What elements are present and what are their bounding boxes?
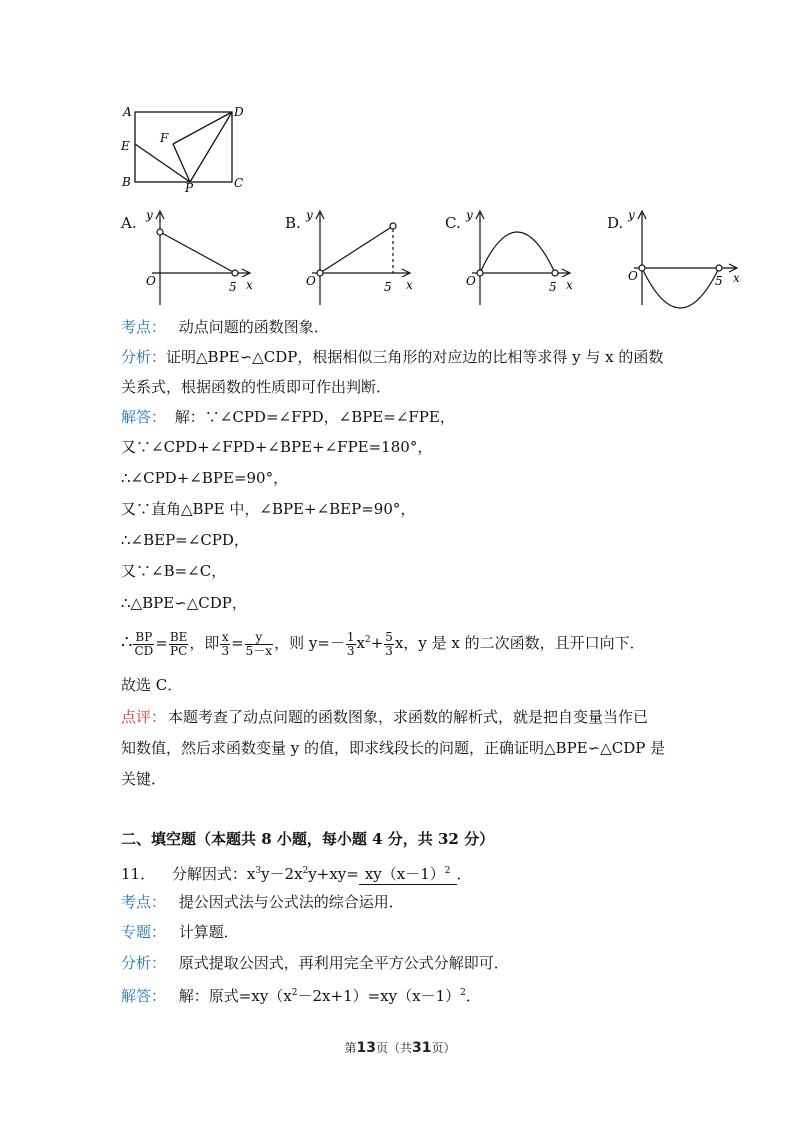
kaodian-row: [121, 317, 329, 337]
q11-jieda-label: 解答：: [121, 987, 167, 1005]
q11-prompt-c: y+xy=: [308, 865, 359, 883]
q11-sup1: 3: [255, 866, 262, 876]
q11-period: ．: [456, 865, 472, 883]
q11-zhuanti-row: [121, 922, 239, 942]
page-total: 31: [412, 1040, 432, 1056]
q11-fenxi-row: [121, 953, 509, 973]
point-A: A: [123, 105, 132, 119]
q11-jieda-c: ．: [465, 987, 481, 1005]
jieda-label: 解答：: [121, 408, 167, 426]
solution-step: 又∵∠B=∠C，: [121, 562, 227, 580]
jieda-row: [121, 407, 455, 427]
option-b-origin: O: [306, 274, 316, 288]
option-a-y: y: [146, 208, 153, 222]
q11-kaodian-row: [121, 892, 404, 912]
dianping-label: 点评：: [121, 708, 167, 726]
point-P: P: [185, 181, 194, 194]
fraction-1-3: $\frac{1}{3}$: [346, 629, 355, 658]
option-c-origin: O: [466, 274, 476, 288]
q11-prompt-a: 分解因式：x: [171, 865, 256, 883]
solution-step: ∴△BPE∽△CDP，: [121, 594, 247, 612]
formula-row: [121, 623, 645, 660]
q11-zhuanti-text: 计算题．: [178, 923, 239, 941]
fraction-x-3: $\frac{x}{3}$: [221, 629, 230, 658]
dianping-line1: 本题考查了动点问题的函数图象，求函数的解析式，就是把自变量当作已: [168, 708, 649, 726]
point-D: D: [234, 105, 244, 119]
q11-jieda-sup2: 2: [460, 988, 466, 998]
point-F: F: [160, 131, 169, 145]
section-heading: 二、填空题（本题共 8 小题，每小题 4 分，共 32 分）: [121, 830, 495, 848]
q11-fenxi-text: 原式提取公因式，再利用完全平方公式分解即可．: [178, 954, 509, 972]
option-b-y: y: [306, 208, 313, 222]
solution-step: 又∵∠CPD+∠FPD+∠BPE+∠FPE=180°，: [121, 438, 433, 456]
equals-sign: =: [231, 634, 244, 652]
solution-step: 又∵直角△BPE 中，∠BPE+∠BEP=90°，: [121, 500, 416, 518]
option-c-y: y: [466, 208, 473, 222]
option-d-y: y: [628, 208, 635, 222]
option-d-letter: D.: [607, 214, 624, 232]
q11-number: 11．: [121, 865, 156, 883]
dianping-line2: 知数值，然后求函数变量 y 的值，即求线段长的问题，正确证明△BPE∽△CDP 是: [121, 739, 666, 757]
option-c-graph: [462, 205, 582, 310]
fenxi-row: [121, 347, 663, 367]
option-d-x: x: [733, 271, 740, 285]
q11-jieda-row: [121, 983, 481, 1006]
kaodian-text: 动点问题的函数图象．: [178, 318, 329, 336]
q11-zhuanti-label: 专题：: [121, 923, 167, 941]
point-B: B: [122, 175, 131, 189]
fenxi-line2: 关系式，根据函数的性质即可作出判断．: [121, 378, 392, 396]
kaodian-label: 考点：: [121, 318, 167, 336]
q11-fenxi-label: 分析：: [121, 954, 167, 972]
option-d-origin: O: [628, 269, 638, 283]
option-c-x: x: [566, 278, 573, 292]
q11-jieda-a: 解：原式=xy（x: [178, 987, 292, 1005]
page-number: 13: [356, 1040, 376, 1056]
q11-prompt-b: y－2x: [261, 865, 303, 883]
fraction-bp-cd: $\frac{BP}{CD}$: [134, 629, 154, 658]
option-b-tick: 5: [384, 280, 392, 294]
fraction-be-pc: $\frac{BE}{PC}$: [169, 629, 188, 658]
formula-ze: ，则 y=－: [274, 634, 345, 652]
formula-x: x: [356, 634, 365, 652]
fenxi-label: 分析：: [121, 348, 167, 366]
option-b-x: x: [406, 278, 413, 292]
q11-jieda-b: －2x+1）=xy（x－1）: [297, 987, 461, 1005]
answer-blank: $xy(x-1)^2$: [359, 861, 457, 885]
therefore-sign: ∴: [121, 632, 133, 653]
q11-prompt: [121, 861, 472, 885]
rectangle-figure: [115, 104, 255, 194]
option-a-graph: [142, 205, 262, 310]
fraction-y-5x: $\frac{y}{5-x}$: [245, 629, 273, 658]
option-a-origin: O: [146, 274, 156, 288]
point-C: C: [234, 176, 244, 190]
option-b-graph: [302, 205, 422, 310]
option-d-tick: 5: [715, 274, 723, 288]
fenxi-line1: 证明△BPE∽△CDP，根据相似三角形的对应边的比相等求得 y 与 x 的函数: [166, 348, 664, 366]
solution-step: ∴∠BEP=∠CPD，: [121, 531, 249, 549]
q11-jieda-sup1: 2: [291, 988, 298, 998]
q11-kaodian-text: 提公因式法与公式法的综合运用．: [178, 893, 404, 911]
page-footer: 第13页（共31页）: [344, 1040, 456, 1056]
answer-text: 故选 C．: [121, 676, 183, 694]
option-a-letter: A.: [121, 214, 137, 232]
solution-step: ∴∠CPD+∠BPE=90°，: [121, 469, 289, 487]
option-c-tick: 5: [549, 280, 557, 294]
equals-sign: =: [155, 634, 168, 652]
formula-square: 2: [364, 635, 371, 645]
option-c-letter: C.: [445, 214, 461, 232]
plus-sign: +: [370, 634, 384, 652]
option-a-x: x: [246, 278, 253, 292]
formula-ji: ，即: [189, 634, 220, 652]
q11-sup2: 2: [302, 866, 309, 876]
dianping-line3: 关键．: [121, 770, 167, 788]
fraction-5-3: $\frac{5}{3}$: [385, 629, 393, 658]
option-b-letter: B.: [285, 214, 301, 232]
dianping-row: [121, 707, 648, 727]
jieda-first: 解：∵∠CPD=∠FPD，∠BPE=∠FPE，: [174, 408, 455, 426]
q11-kaodian-label: 考点：: [121, 893, 167, 911]
point-E: E: [121, 139, 130, 153]
option-a-tick: 5: [229, 280, 237, 294]
formula-tail: x，y 是 x 的二次函数，且开口向下．: [394, 634, 645, 652]
option-d-graph: [624, 205, 749, 310]
